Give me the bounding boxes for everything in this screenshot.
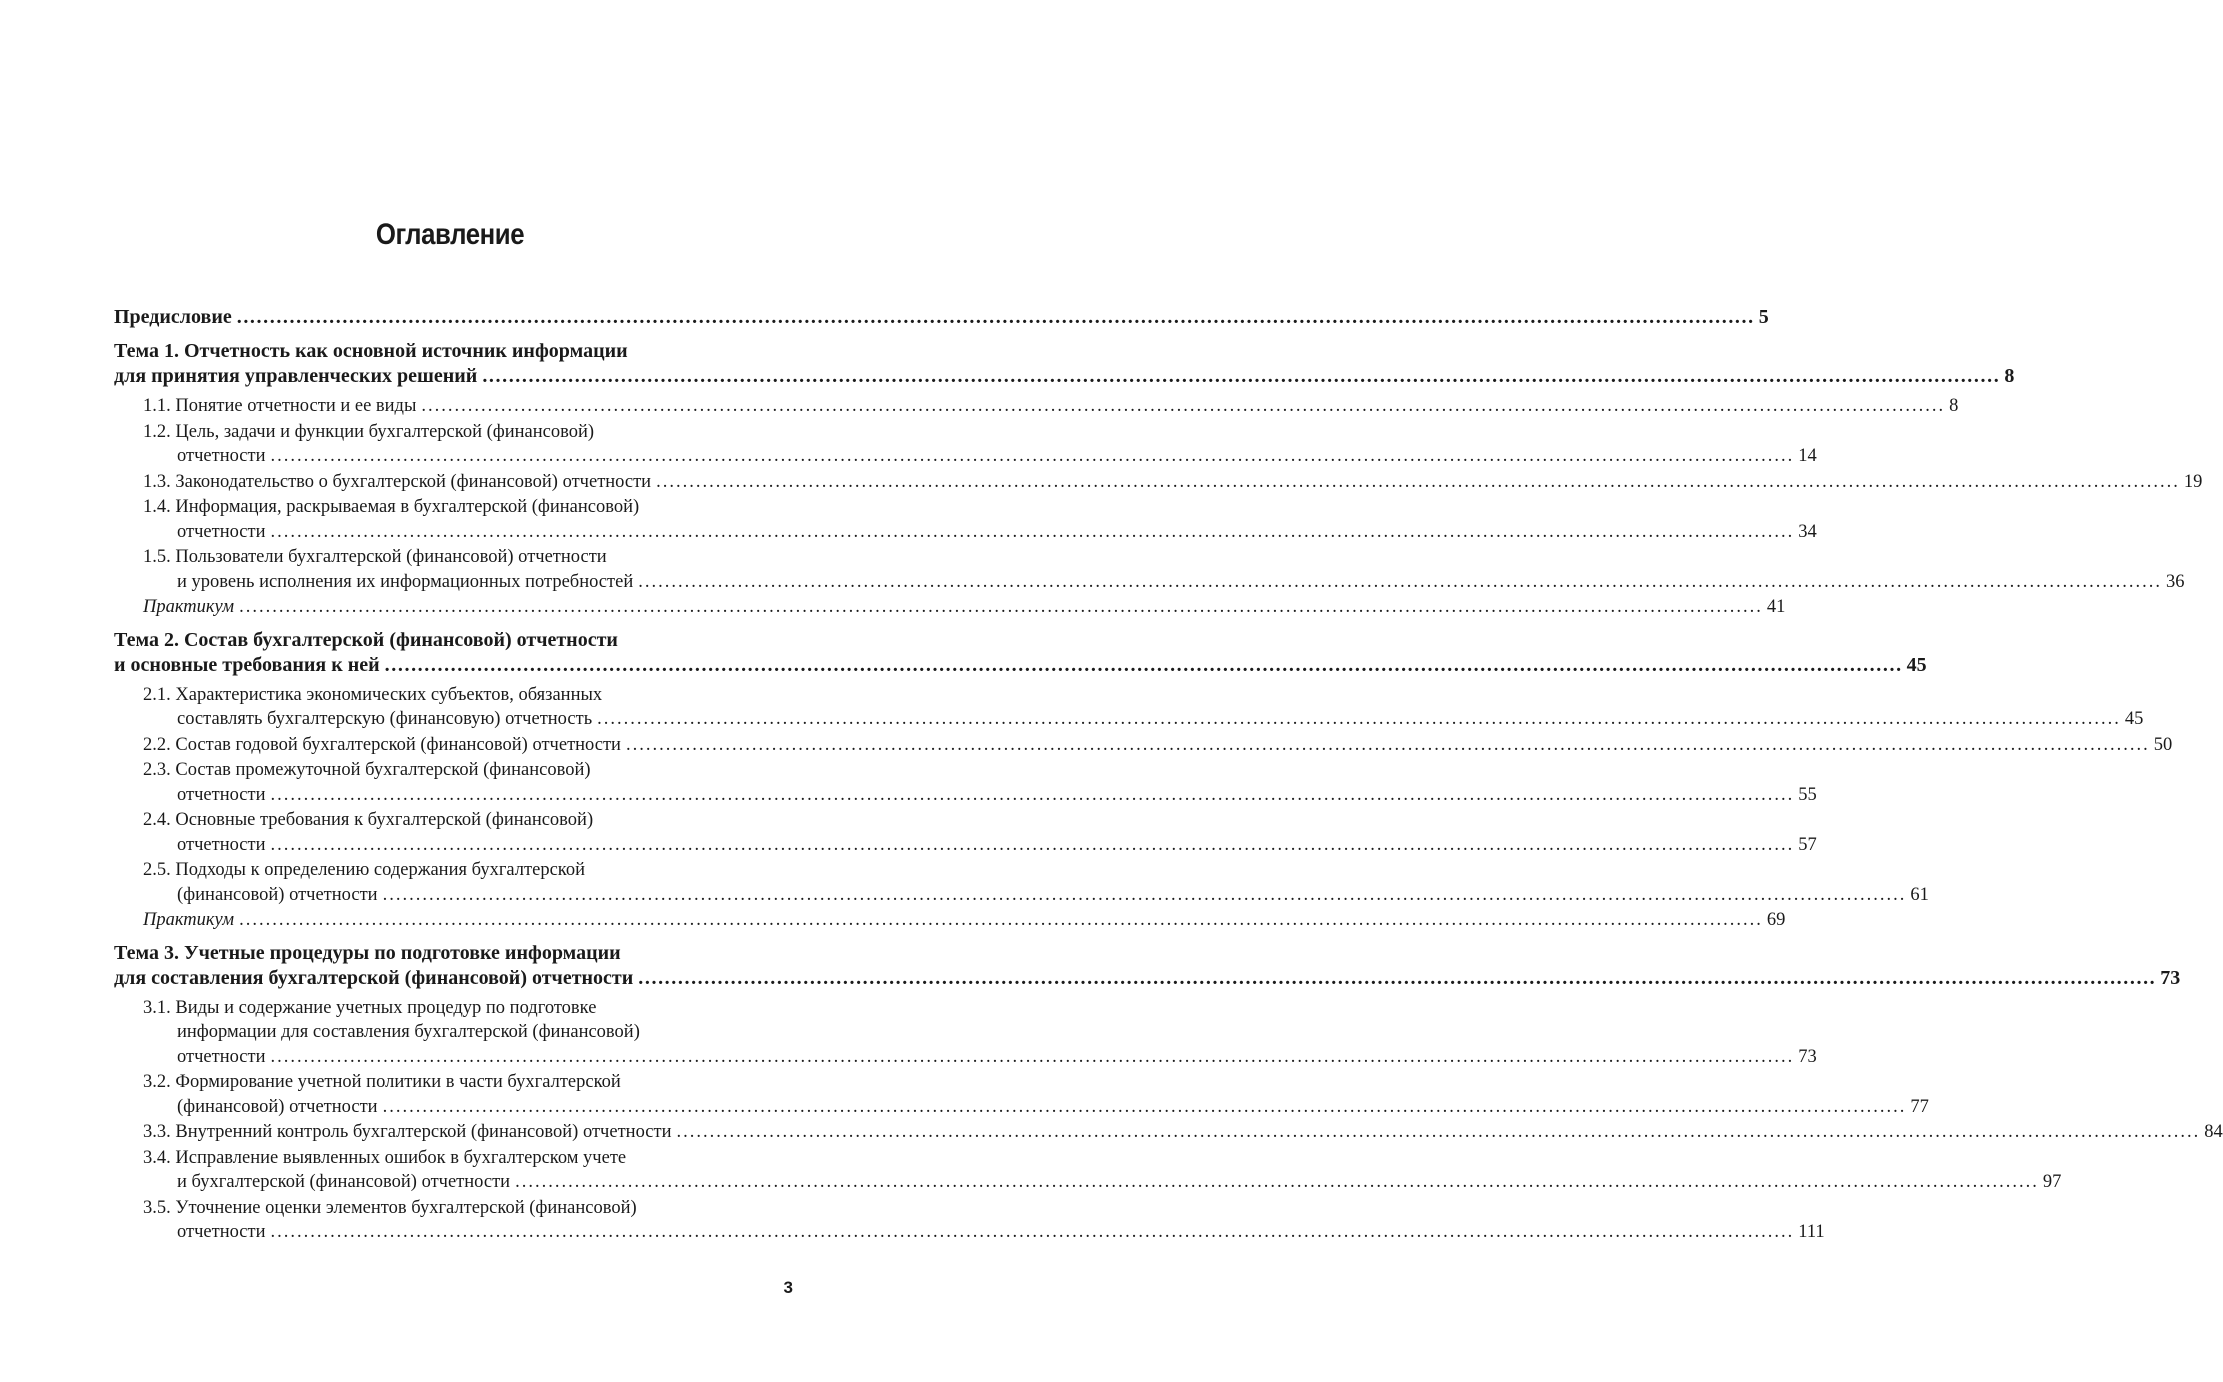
dot-leader <box>482 364 2000 389</box>
toc-entry-title-cont: отчетности <box>177 1222 266 1242</box>
dot-leader <box>271 1220 1795 1245</box>
table-of-contents <box>114 305 2223 1246</box>
toc-entry-title: Предисловие <box>114 306 232 328</box>
toc-entry-title: 2.1. Характеристика экономических субъектов, обязанных <box>143 684 603 705</box>
toc-entry-title-cont: отчетности <box>177 446 266 466</box>
toc-chapter-2[interactable] <box>114 628 1927 678</box>
toc-entry-1-3[interactable] <box>114 470 2203 495</box>
toc-entry-title: 1.3. Законодательство о бухгалтерской (финансовой) отчетности <box>143 471 652 492</box>
toc-entry-1-2[interactable] <box>114 420 1817 469</box>
toc-entry-title-cont: информации для составления бухгалтерской (финансовой) <box>177 1022 640 1042</box>
toc-page-number: 19 <box>2183 471 2203 492</box>
toc-entry-2-practicum[interactable] <box>114 908 1786 933</box>
toc-entry-3-3[interactable] <box>114 1120 2223 1145</box>
toc-page-number: 84 <box>2204 1122 2223 1142</box>
toc-page-number: 41 <box>1766 597 1786 617</box>
toc-entry-title: 3.5. Уточнение оценки элементов бухгалтерской (финансовой) <box>143 1197 637 1218</box>
toc-entry-title-cont: отчетности <box>177 521 266 542</box>
toc-entry-2-2[interactable] <box>114 733 2173 758</box>
toc-entry-1-practicum[interactable] <box>114 595 1786 620</box>
dot-leader <box>515 1170 2039 1195</box>
toc-entry-title: 2.4. Основные требования к бухгалтерской (финансовой) <box>143 810 594 830</box>
dot-leader <box>676 1120 2200 1145</box>
dot-leader <box>656 470 2180 495</box>
toc-page-number: 8 <box>2004 365 2015 387</box>
dot-leader <box>597 707 2121 732</box>
toc-chapter-title: Тема 1. Отчетность как основной источник информации <box>114 340 628 362</box>
toc-entry-2-4[interactable] <box>114 808 1817 857</box>
dot-leader <box>626 733 2150 758</box>
toc-entry-title: 1.1. Понятие отчетности и ее виды <box>143 396 417 416</box>
toc-entry-3-4[interactable] <box>114 1146 2062 1195</box>
toc-entry-title: 3.4. Исправление выявленных ошибок в бухгалтерском учете <box>143 1147 627 1168</box>
toc-entry-2-3[interactable] <box>114 758 1817 807</box>
toc-entry-title: Практикум <box>143 910 235 930</box>
toc-entry-3-1[interactable] <box>114 996 1817 1070</box>
toc-page-number: 34 <box>1798 521 1817 542</box>
dot-leader <box>638 570 2162 595</box>
dot-leader <box>239 908 1763 933</box>
toc-entry-title-cont: отчетности <box>177 834 266 855</box>
toc-page-number: 5 <box>1758 306 1769 328</box>
dot-leader <box>271 520 1795 545</box>
toc-page-number: 57 <box>1798 834 1817 855</box>
dot-leader <box>385 653 1903 678</box>
toc-page-number: 45 <box>2124 709 2144 729</box>
toc-entry-title-cont: и уровень исполнения их информационных потребностей <box>177 571 634 592</box>
toc-page-number: 111 <box>1798 1222 1825 1242</box>
toc-entry-title: 3.2. Формирование учетной политики в части бухгалтерской <box>143 1072 621 1092</box>
dot-leader <box>237 305 1755 330</box>
toc-entry-1-5[interactable] <box>114 545 2185 594</box>
toc-page-number: 77 <box>1910 1096 1929 1117</box>
toc-entry-3-2[interactable] <box>114 1070 1929 1119</box>
toc-entry-2-1[interactable] <box>114 683 2144 732</box>
dot-leader <box>271 444 1795 469</box>
toc-entry-title: Практикум <box>143 597 235 617</box>
dot-leader <box>638 966 2156 991</box>
toc-entry-title-cont: составлять бухгалтерскую (финансовую) отчетность <box>177 709 593 729</box>
toc-entry-title-cont: (финансовой) отчетности <box>177 884 378 905</box>
toc-page-number: 97 <box>2042 1172 2062 1192</box>
toc-entry-title-cont: (финансовой) отчетности <box>177 1096 378 1117</box>
dot-leader <box>271 783 1795 808</box>
toc-chapter-3[interactable] <box>114 941 2181 991</box>
toc-chapter-title-cont: для принятия управленческих решений <box>114 365 478 387</box>
toc-entry-3-5[interactable] <box>114 1196 1825 1245</box>
toc-entry-1-4[interactable] <box>114 495 1817 544</box>
page-title: Оглавление <box>375 218 525 251</box>
toc-entry-title: 2.2. Состав годовой бухгалтерской (финансовой) отчетности <box>143 734 621 755</box>
toc-entry-title: 2.3. Состав промежуточной бухгалтерской (финансовой) <box>143 760 591 780</box>
toc-chapter-title-cont: и основные требования к ней <box>114 653 380 676</box>
toc-chapter-1[interactable] <box>114 339 2015 389</box>
dot-leader <box>239 595 1763 620</box>
toc-page-number: 55 <box>1798 784 1817 805</box>
toc-entry-2-5[interactable] <box>114 858 1929 907</box>
dot-leader <box>271 833 1795 858</box>
toc-entry-title: 1.2. Цель, задачи и функции бухгалтерской (финансовой) <box>143 421 595 442</box>
toc-entry-title: 3.1. Виды и содержание учетных процедур по подготовке <box>143 997 597 1018</box>
toc-page-number: 73 <box>2160 966 2181 989</box>
toc-page-number: 45 <box>1906 653 1927 676</box>
toc-chapter-title: Тема 3. Учетные процедуры по подготовке информации <box>114 941 621 964</box>
toc-page-number: 61 <box>1910 884 1929 905</box>
dot-leader <box>383 883 1907 908</box>
dot-leader <box>421 394 1945 419</box>
toc-entry-preface[interactable] <box>114 305 1769 330</box>
toc-entry-1-1[interactable] <box>114 394 1959 419</box>
toc-entry-title: 3.3. Внутренний контроль бухгалтерской (финансовой) отчетности <box>143 1122 672 1142</box>
dot-leader <box>383 1095 1907 1120</box>
toc-entry-title-cont: и бухгалтерской (финансовой) отчетности <box>177 1172 511 1192</box>
toc-page-number: 73 <box>1798 1046 1817 1067</box>
toc-page-number: 50 <box>2153 734 2173 755</box>
page-number: 3 <box>783 1278 793 1297</box>
toc-entry-title: 1.5. Пользователи бухгалтерской (финансовой) отчетности <box>143 547 607 567</box>
toc-entry-title-cont: отчетности <box>177 784 266 805</box>
toc-entry-title-cont: отчетности <box>177 1046 266 1067</box>
toc-chapter-title-cont: для составления бухгалтерской (финансовой) отчетности <box>114 966 634 989</box>
toc-chapter-title: Тема 2. Состав бухгалтерской (финансовой) отчетности <box>114 628 618 651</box>
toc-page-number: 14 <box>1798 446 1817 466</box>
toc-entry-title: 2.5. Подходы к определению содержания бухгалтерской <box>143 860 585 880</box>
dot-leader <box>271 1045 1795 1070</box>
toc-page-number: 36 <box>2165 571 2185 592</box>
toc-page-number: 8 <box>1949 396 1959 416</box>
toc-page-number: 69 <box>1766 910 1786 930</box>
toc-entry-title: 1.4. Информация, раскрываемая в бухгалтерской (финансовой) <box>143 497 640 517</box>
